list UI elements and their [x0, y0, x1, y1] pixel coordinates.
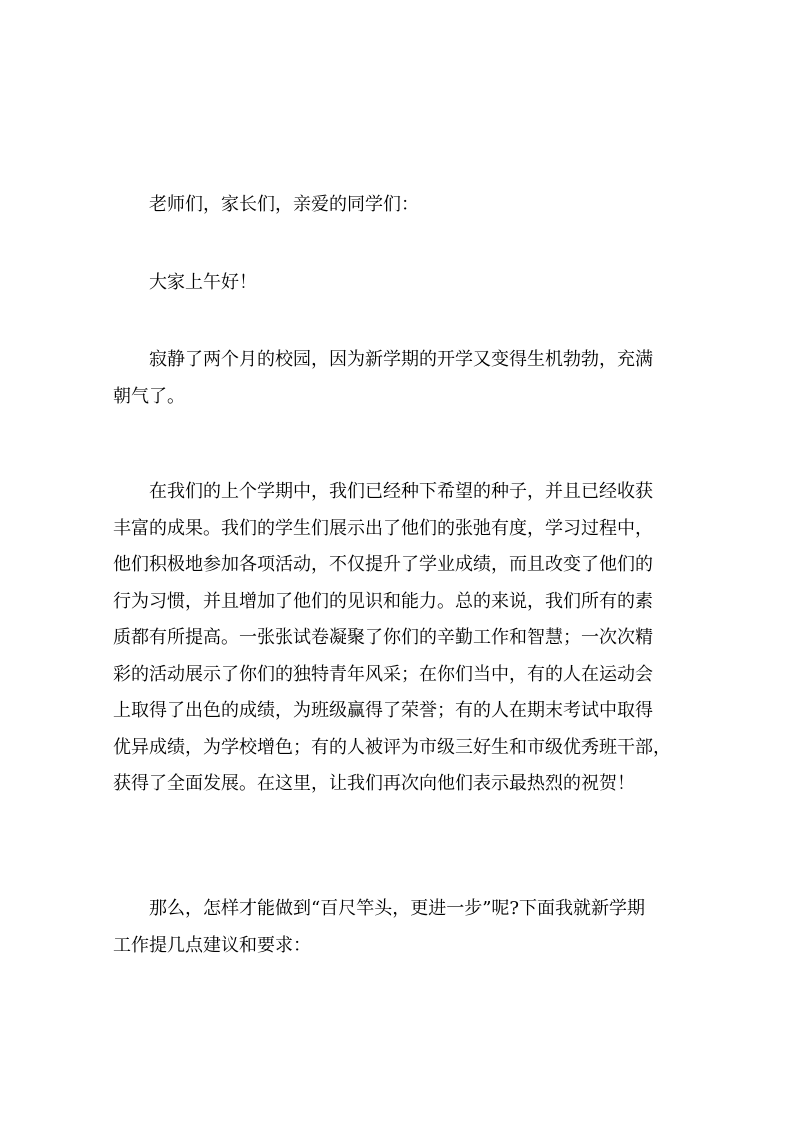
paragraph-line: 优异成绩，为学校增色；有的人被评为市级三好生和市级优秀班干部，	[113, 736, 671, 758]
achievements-paragraph	[113, 474, 691, 803]
closing-paragraph	[113, 891, 691, 964]
paragraph-line: 工作提几点建议和要求：	[113, 934, 311, 956]
paragraph-line: 在我们的上个学期中，我们已经种下希望的种子，并且已经收获	[149, 481, 653, 502]
paragraph-line: 行为习惯，并且增加了他们的见识和能力。总的来说，我们所有的素	[113, 590, 653, 612]
paragraph-line: 质都有所提高。一张张试卷凝聚了你们的辛勤工作和智慧；一次次精	[113, 627, 653, 648]
paragraph-line: 他们积极地参加各项活动，不仅提升了学业成绩，而且改变了他们的	[113, 554, 653, 575]
salutation-paragraph	[113, 187, 691, 224]
salutation-text: 老师们，家长们，亲爱的同学们：	[149, 194, 419, 215]
opening-paragraph	[113, 342, 691, 415]
greeting-text: 大家上午好！	[149, 272, 257, 293]
paragraph-line: 朝气了。	[113, 385, 185, 407]
greeting-paragraph	[113, 265, 691, 302]
paragraph-line: 上取得了出色的成绩，为班级赢得了荣誉；有的人在期末考试中取得	[113, 700, 653, 721]
paragraph-line: 获得了全面发展。在这里，让我们再次向他们表示最热烈的祝贺！	[113, 773, 635, 794]
paragraph-line: 彩的活动展示了你们的独特青年风采；在你们当中，有的人在运动会	[113, 663, 653, 685]
paragraph-line: 那么，怎样才能做到“百尺竿头，更进一步”呢?下面我就新学期	[149, 898, 646, 919]
paragraph-line: 丰富的成果。我们的学生们展示出了他们的张弛有度，学习过程中，	[113, 517, 653, 539]
paragraph-line: 寂静了两个月的校园，因为新学期的开学又变得生机勃勃，充满	[149, 349, 653, 370]
